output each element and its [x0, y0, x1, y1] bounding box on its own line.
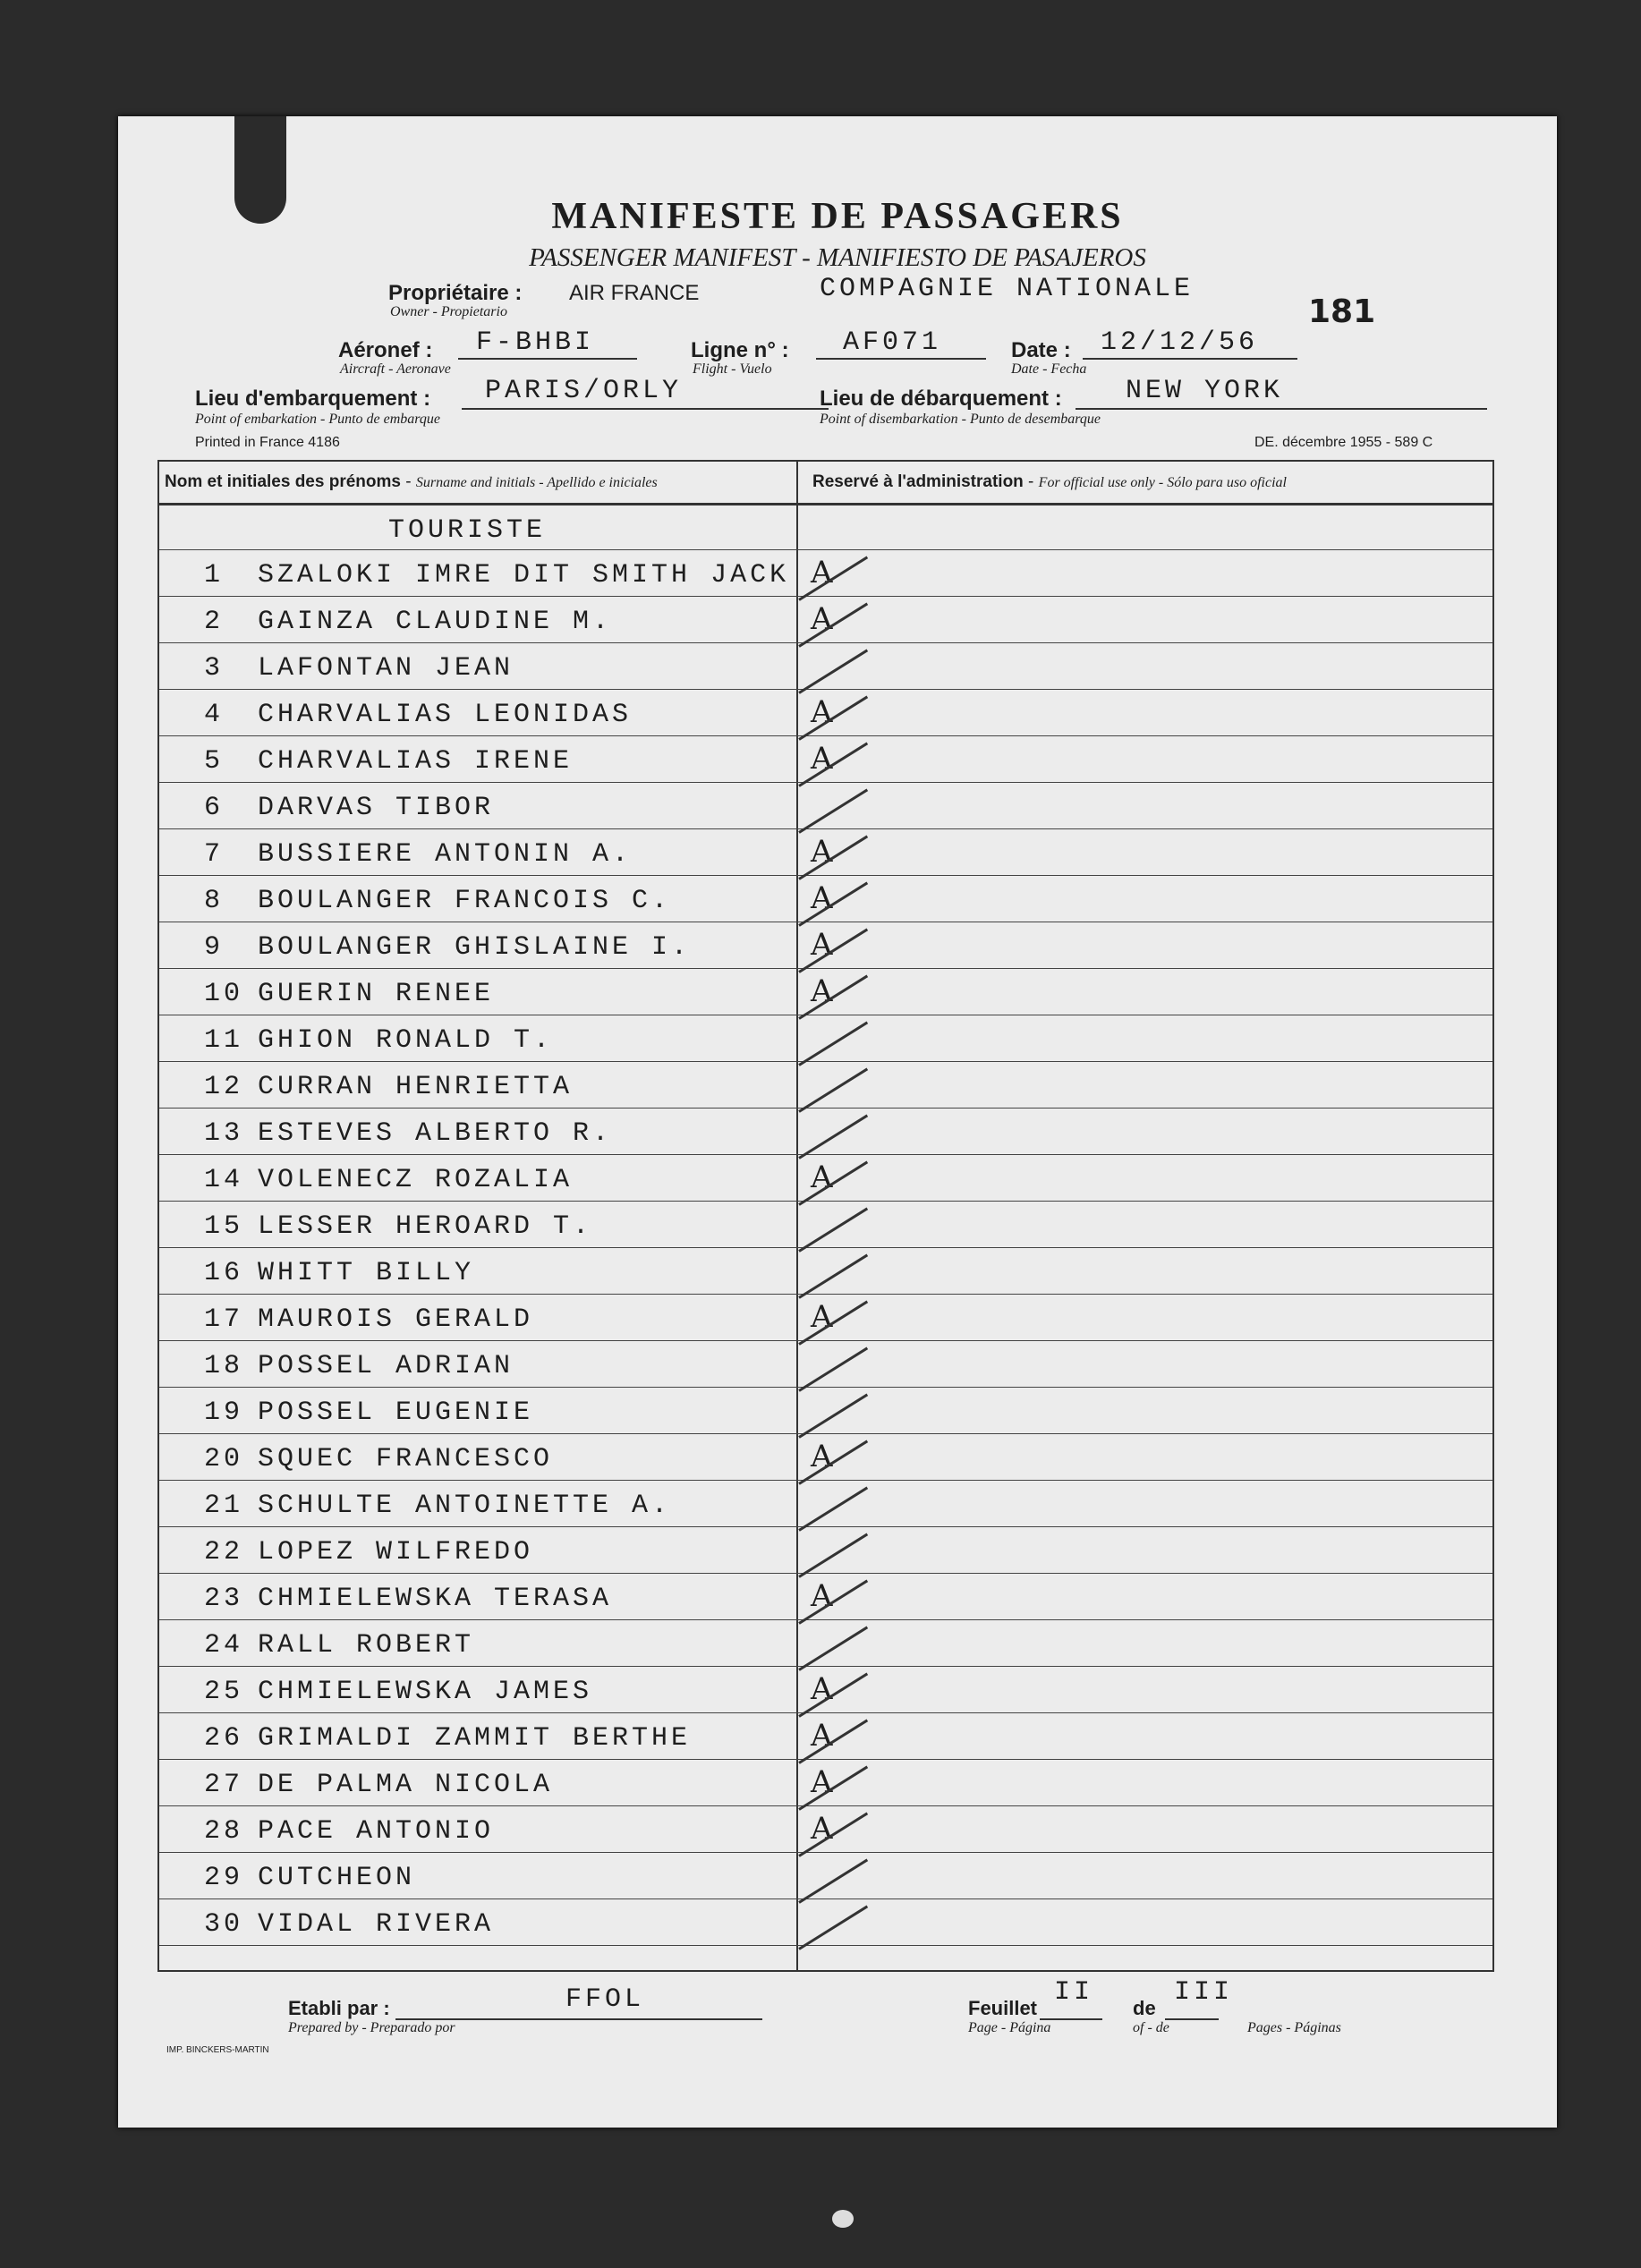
- passenger-name: ESTEVES ALBERTO R.: [258, 1118, 613, 1149]
- passenger-name: SZALOKI IMRE DIT SMITH JACK: [258, 560, 790, 590]
- admin-mark: A: [811, 601, 833, 637]
- admin-check-stroke: [798, 1301, 868, 1346]
- passenger-name: CUTCHEON: [258, 1863, 416, 1893]
- page-sub: Page - Página: [968, 2020, 1051, 2035]
- passenger-number: 18: [204, 1351, 244, 1381]
- admin-column-subtitle: For official use only - Sólo para uso oficial: [1038, 475, 1287, 490]
- printed-note: Printed in France 4186: [195, 435, 340, 450]
- passenger-name: POSSEL EUGENIE: [258, 1397, 534, 1428]
- passenger-name: LESSER HEROARD T.: [258, 1211, 593, 1242]
- admin-mark: A: [811, 927, 833, 963]
- table-row: [159, 1387, 1492, 1434]
- table-row: [159, 1154, 1492, 1202]
- admin-mark: A: [811, 973, 833, 1009]
- aircraft-underline: [458, 358, 637, 360]
- passenger-number: 21: [204, 1491, 244, 1521]
- of-sub: of - de: [1133, 2020, 1169, 2035]
- passenger-name: SQUEC FRANCESCO: [258, 1444, 554, 1474]
- table-row: [159, 1619, 1492, 1667]
- manifest-sheet: [118, 116, 1557, 2128]
- table-row: [159, 596, 1492, 643]
- names-column-subtitle: Surname and initials - Apellido e iniciales: [415, 475, 658, 490]
- table-row: [159, 1108, 1492, 1155]
- table-row: [159, 1247, 1492, 1295]
- passenger-name: WHITT BILLY: [258, 1258, 475, 1288]
- table-row: [159, 1015, 1492, 1062]
- admin-check-stroke: [798, 1254, 868, 1299]
- table-row: [159, 922, 1492, 969]
- passenger-number: 2: [204, 607, 225, 637]
- admin-check-stroke: [798, 1022, 868, 1066]
- passenger-name: MAUROIS GERALD: [258, 1304, 534, 1335]
- passenger-number: 17: [204, 1304, 244, 1335]
- passenger-number: 23: [204, 1584, 244, 1614]
- passenger-name: GRIMALDI ZAMMIT BERTHE: [258, 1723, 692, 1754]
- passenger-number: 9: [204, 932, 225, 963]
- admin-check-stroke: [798, 836, 868, 880]
- admin-mark: A: [811, 555, 833, 590]
- passenger-number: 14: [204, 1165, 244, 1195]
- passenger-number: 30: [204, 1909, 244, 1940]
- date-sub: Date - Fecha: [1011, 361, 1087, 377]
- page-underline: [1040, 2018, 1102, 2020]
- table-row: [159, 875, 1492, 922]
- table-row: [159, 968, 1492, 1015]
- passenger-number: 11: [204, 1025, 244, 1056]
- table-row: [159, 1201, 1492, 1248]
- passenger-name: DE PALMA NICOLA: [258, 1770, 554, 1800]
- passenger-name: RALL ROBERT: [258, 1630, 475, 1661]
- passenger-name: CHARVALIAS LEONIDAS: [258, 700, 633, 730]
- admin-check-stroke: [798, 1673, 868, 1718]
- embark-sub: Point of embarkation - Punto de embarque: [195, 412, 441, 427]
- passenger-number: 12: [204, 1072, 244, 1102]
- passenger-number: 29: [204, 1863, 244, 1893]
- passenger-number: 19: [204, 1397, 244, 1428]
- of-label: de: [1133, 1997, 1156, 2019]
- passenger-name: GAINZA CLAUDINE M.: [258, 607, 613, 637]
- owner-value: AIR FRANCE: [569, 281, 700, 305]
- admin-check-stroke: [798, 1813, 868, 1857]
- punch-hole: [832, 2210, 854, 2228]
- admin-check-stroke: [798, 1161, 868, 1206]
- pages-sub: Pages - Páginas: [1247, 2020, 1341, 2035]
- disembark-label: Lieu de débarquement :: [820, 386, 1062, 411]
- document-number: 181: [1308, 293, 1376, 330]
- admin-mark: A: [811, 1159, 833, 1195]
- table-header: [159, 462, 1492, 505]
- page-label: Feuillet: [968, 1997, 1038, 2019]
- section-row: [159, 503, 1492, 550]
- table-row: [159, 1573, 1492, 1620]
- admin-check-stroke: [798, 1440, 868, 1485]
- admin-column-title: Reservé à l'administration: [812, 472, 1024, 491]
- table-row: [159, 1340, 1492, 1388]
- admin-check-stroke: [798, 1720, 868, 1764]
- flight-value: AF071: [843, 327, 942, 358]
- owner-sub: Owner - Propietario: [390, 304, 507, 319]
- passenger-number: 4: [204, 700, 225, 730]
- disembark-value: NEW YORK: [1126, 376, 1284, 406]
- prepared-sub: Prepared by - Preparado por: [288, 2020, 455, 2035]
- table-row: [159, 1712, 1492, 1760]
- admin-check-stroke: [798, 929, 868, 973]
- admin-check-stroke: [798, 789, 868, 834]
- table-row: [159, 1294, 1492, 1341]
- admin-check-stroke: [798, 1487, 868, 1532]
- passenger-name: SCHULTE ANTOINETTE A.: [258, 1491, 672, 1521]
- date-value: 12/12/56: [1101, 327, 1259, 358]
- table-row: [159, 1759, 1492, 1806]
- admin-check-stroke: [798, 1766, 868, 1811]
- passenger-number: 5: [204, 746, 225, 777]
- table-row: [159, 689, 1492, 736]
- passenger-name: VIDAL RIVERA: [258, 1909, 495, 1940]
- table-row: [159, 1061, 1492, 1109]
- passenger-name: PACE ANTONIO: [258, 1816, 495, 1847]
- aircraft-sub: Aircraft - Aeronave: [340, 361, 451, 377]
- passenger-number: 7: [204, 839, 225, 870]
- passenger-number: 20: [204, 1444, 244, 1474]
- admin-check-stroke: [798, 1347, 868, 1392]
- flight-label: Ligne n° :: [691, 338, 789, 362]
- table-row: [159, 1666, 1492, 1713]
- date-label: Date :: [1011, 338, 1071, 362]
- admin-check-stroke: [798, 1906, 868, 1950]
- table-row: [159, 1480, 1492, 1527]
- passenger-number: 8: [204, 886, 225, 916]
- flight-underline: [816, 358, 986, 360]
- admin-check-stroke: [798, 975, 868, 1020]
- admin-check-stroke: [798, 1533, 868, 1578]
- names-column-title: Nom et initiales des prénoms: [165, 472, 401, 491]
- passenger-name: LAFONTAN JEAN: [258, 653, 514, 684]
- table-row: [159, 1526, 1492, 1574]
- admin-column-header: Reservé à l'administration - For official use only - Sólo para uso oficial: [812, 472, 1287, 491]
- admin-check-stroke: [798, 556, 868, 601]
- disembark-underline: [1076, 408, 1487, 410]
- passenger-name: GUERIN RENEE: [258, 979, 495, 1009]
- passenger-number: 22: [204, 1537, 244, 1567]
- passenger-number: 3: [204, 653, 225, 684]
- table-row: [159, 1852, 1492, 1899]
- passenger-number: 15: [204, 1211, 244, 1242]
- embark-label: Lieu d'embarquement :: [195, 386, 431, 411]
- names-column-header: Nom et initiales des prénoms - Surname and initials - Apellido e iniciales: [165, 472, 658, 491]
- admin-mark: A: [811, 741, 833, 777]
- admin-check-stroke: [798, 1115, 868, 1159]
- table-row: [159, 1898, 1492, 1946]
- admin-check-stroke: [798, 650, 868, 694]
- passenger-number: 26: [204, 1723, 244, 1754]
- passenger-name: BOULANGER GHISLAINE I.: [258, 932, 692, 963]
- manifest-title: MANIFESTE DE PASSAGERS: [551, 196, 1124, 237]
- company-name: COMPAGNIE NATIONALE: [820, 274, 1195, 304]
- admin-mark: A: [811, 1299, 833, 1335]
- passenger-table: [157, 460, 1494, 1972]
- admin-check-stroke: [798, 603, 868, 648]
- table-row: [159, 735, 1492, 783]
- section-touriste: TOURISTE: [388, 515, 547, 546]
- passenger-number: 25: [204, 1677, 244, 1707]
- embark-value: PARIS/ORLY: [485, 376, 683, 406]
- admin-mark: A: [811, 834, 833, 870]
- admin-check-stroke: [798, 1068, 868, 1113]
- of-value: III: [1174, 1977, 1234, 2008]
- passenger-name: DARVAS TIBOR: [258, 793, 495, 823]
- passenger-number: 16: [204, 1258, 244, 1288]
- admin-check-stroke: [798, 1627, 868, 1671]
- passenger-name: BUSSIERE ANTONIN A.: [258, 839, 633, 870]
- passenger-name: VOLENECZ ROZALIA: [258, 1165, 574, 1195]
- table-row: [159, 828, 1492, 876]
- table-row: [159, 782, 1492, 829]
- admin-check-stroke: [798, 1859, 868, 1904]
- passenger-number: 6: [204, 793, 225, 823]
- passenger-name: LOPEZ WILFREDO: [258, 1537, 534, 1567]
- prepared-label: Etabli par :: [288, 1997, 390, 2019]
- admin-mark: A: [811, 1811, 833, 1847]
- page-value: II: [1054, 1977, 1094, 2008]
- passenger-name: GHION RONALD T.: [258, 1025, 554, 1056]
- admin-mark: A: [811, 1578, 833, 1614]
- passenger-number: 27: [204, 1770, 244, 1800]
- aircraft-label: Aéronef :: [338, 338, 433, 362]
- passenger-number: 10: [204, 979, 244, 1009]
- table-row: [159, 1433, 1492, 1481]
- admin-mark: A: [811, 880, 833, 916]
- embark-underline: [462, 408, 829, 410]
- admin-check-stroke: [798, 1394, 868, 1439]
- admin-mark: A: [811, 1439, 833, 1474]
- admin-check-stroke: [798, 1580, 868, 1625]
- form-reference: DE. décembre 1955 - 589 C: [1254, 435, 1433, 450]
- passenger-name: POSSEL ADRIAN: [258, 1351, 514, 1381]
- passenger-number: 1: [204, 560, 225, 590]
- admin-mark: A: [811, 1671, 833, 1707]
- prepared-value: FFOL: [565, 1984, 645, 2015]
- admin-check-stroke: [798, 743, 868, 787]
- passenger-number: 28: [204, 1816, 244, 1847]
- passenger-name: CHMIELEWSKA TERASA: [258, 1584, 613, 1614]
- table-row: [159, 549, 1492, 597]
- date-underline: [1083, 358, 1297, 360]
- passenger-name: BOULANGER FRANCOIS C.: [258, 886, 672, 916]
- table-row: [159, 1805, 1492, 1853]
- printer-note: IMP. BINCKERS-MARTIN: [166, 2045, 269, 2055]
- passenger-name: CHARVALIAS IRENE: [258, 746, 574, 777]
- passenger-number: 13: [204, 1118, 244, 1149]
- table-row: [159, 642, 1492, 690]
- admin-mark: A: [811, 1718, 833, 1754]
- passenger-name: CHMIELEWSKA JAMES: [258, 1677, 593, 1707]
- admin-mark: A: [811, 1764, 833, 1800]
- admin-check-stroke: [798, 882, 868, 927]
- admin-check-stroke: [798, 1208, 868, 1253]
- passenger-number: 24: [204, 1630, 244, 1661]
- admin-check-stroke: [798, 696, 868, 741]
- aircraft-value: F-BHBI: [476, 327, 595, 358]
- manifest-subtitle: PASSENGER MANIFEST - MANIFIESTO DE PASAJEROS: [529, 243, 1146, 272]
- owner-label: Propriétaire :: [388, 281, 523, 305]
- admin-mark: A: [811, 694, 833, 730]
- prepared-underline: [395, 2018, 762, 2020]
- passenger-name: CURRAN HENRIETTA: [258, 1072, 574, 1102]
- flight-sub: Flight - Vuelo: [693, 361, 772, 377]
- disembark-sub: Point of disembarkation - Punto de desembarque: [820, 412, 1101, 427]
- of-underline: [1165, 2018, 1219, 2020]
